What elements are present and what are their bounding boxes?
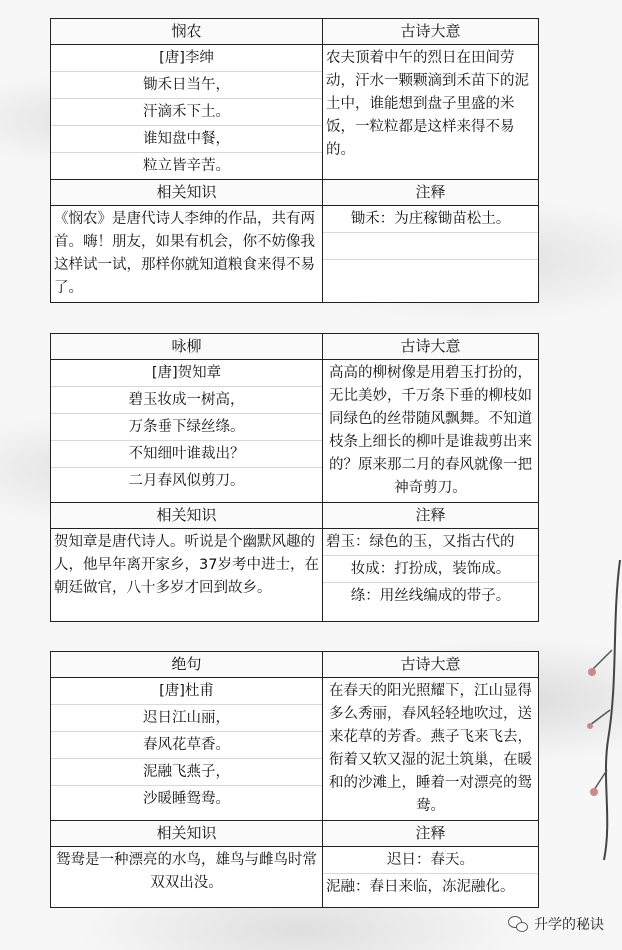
poem-line: 汗滴禾下土。 <box>51 99 322 126</box>
poem-line: 二月春风似剪刀。 <box>128 473 245 489</box>
note-item: 绦：用丝线编成的带子。 <box>350 588 511 604</box>
poem-line: 谁知盘中餐， <box>51 126 322 153</box>
knowledge-text: 贺知章是唐代诗人。听说是个幽默风趣的人，他早年离开家乡，37岁考中进士，在朝廷做官，八十多岁才回到故乡。 <box>54 534 319 596</box>
knowledge-cell <box>51 847 323 908</box>
note-item <box>323 233 538 260</box>
poem-line: 粒立皆辛苦。 <box>143 158 230 174</box>
poem-meaning: 农夫顶着中午的烈日在田间劳动，汗水一颗颗滴到禾苗下的泥土中，谁能想到盘子里盛的米饭，一粒粒都是这样来得不易的。 <box>326 50 529 158</box>
note-item: 碧玉：绿色的玉，又指古代的 <box>323 529 538 556</box>
poem-line: 沙暖睡鸳鸯。 <box>143 791 230 807</box>
poem-line: 不知细叶谁裁出？ <box>51 441 322 468</box>
meaning-header: 古诗大意 <box>323 334 539 360</box>
notes-header: 注释 <box>323 503 539 529</box>
meaning-header: 古诗大意 <box>323 19 539 45</box>
note-item: 迟日：春天。 <box>323 847 538 874</box>
notes-header: 注释 <box>323 821 539 847</box>
poem-author: [唐]贺知章 <box>51 360 322 387</box>
poem-lines-cell <box>51 678 323 821</box>
notes-cell <box>323 206 539 303</box>
knowledge-cell <box>51 529 323 622</box>
note-item: 妆成：打扮成，装饰成。 <box>323 556 538 583</box>
watermark-text: 升学的秘诀 <box>534 917 604 933</box>
watermark <box>508 914 604 934</box>
knowledge-header: 相关知识 <box>51 821 323 847</box>
wechat-icon <box>508 916 528 932</box>
poem-meaning: 在春天的阳光照耀下，江山显得多么秀丽，春风轻轻地吹过，送来花草的芳香。燕子飞来飞去，衔着又软又湿的泥土筑巢，在暖和的沙滩上，睡着一对漂亮的鸳鸯。 <box>329 683 532 814</box>
poem-author: [唐]杜甫 <box>51 678 322 705</box>
knowledge-text: 鸳鸯是一种漂亮的水鸟，雄鸟与雌鸟时常双双出没。 <box>56 852 317 891</box>
knowledge-header: 相关知识 <box>51 180 323 206</box>
notes-cell <box>323 529 539 622</box>
knowledge-text: 《悯农》是唐代诗人李绅的作品，共有两首。嗨！朋友，如果有机会，你不妨像我这样试一试，那样你就知道粮食来得不易了。 <box>54 211 315 296</box>
note-item: 锄禾：为庄稼锄苗松土。 <box>323 206 538 233</box>
poem-title: 绝句 <box>51 652 323 678</box>
knowledge-header: 相关知识 <box>51 503 323 529</box>
ink-branch-decoration <box>582 560 622 860</box>
poem-table-2 <box>50 333 539 622</box>
meaning-cell <box>323 360 539 503</box>
poem-line: 泥融飞燕子， <box>51 759 322 786</box>
meaning-cell <box>323 678 539 821</box>
poem-line: 锄禾日当午， <box>51 72 322 99</box>
notes-cell <box>323 847 539 908</box>
knowledge-cell <box>51 206 323 303</box>
note-item <box>323 260 538 286</box>
poem-meaning: 高高的柳树像是用碧玉打扮的，无比美妙，千万条下垂的柳枝如同绿色的丝带随风飘舞。不知道枝条上细长的柳叶是谁裁剪出来的？原来那二月的春风就像一把神奇剪刀。 <box>329 365 532 496</box>
meaning-cell <box>323 45 539 180</box>
notes-header: 注释 <box>323 180 539 206</box>
poem-title: 悯农 <box>51 19 323 45</box>
poem-lines-cell <box>51 360 323 503</box>
poem-line: 万条垂下绿丝绦。 <box>51 414 322 441</box>
poem-line: 碧玉妆成一树高， <box>51 387 322 414</box>
poem-title: 咏柳 <box>51 334 323 360</box>
poem-line: 迟日江山丽， <box>51 705 322 732</box>
poem-author: [唐]李绅 <box>51 45 322 72</box>
poem-lines-cell <box>51 45 323 180</box>
poem-table-1 <box>50 18 539 303</box>
meaning-header: 古诗大意 <box>323 652 539 678</box>
poem-table-3 <box>50 651 539 908</box>
poem-line: 春风花草香。 <box>51 732 322 759</box>
note-item: 泥融：春日来临，冻泥融化。 <box>326 879 515 895</box>
